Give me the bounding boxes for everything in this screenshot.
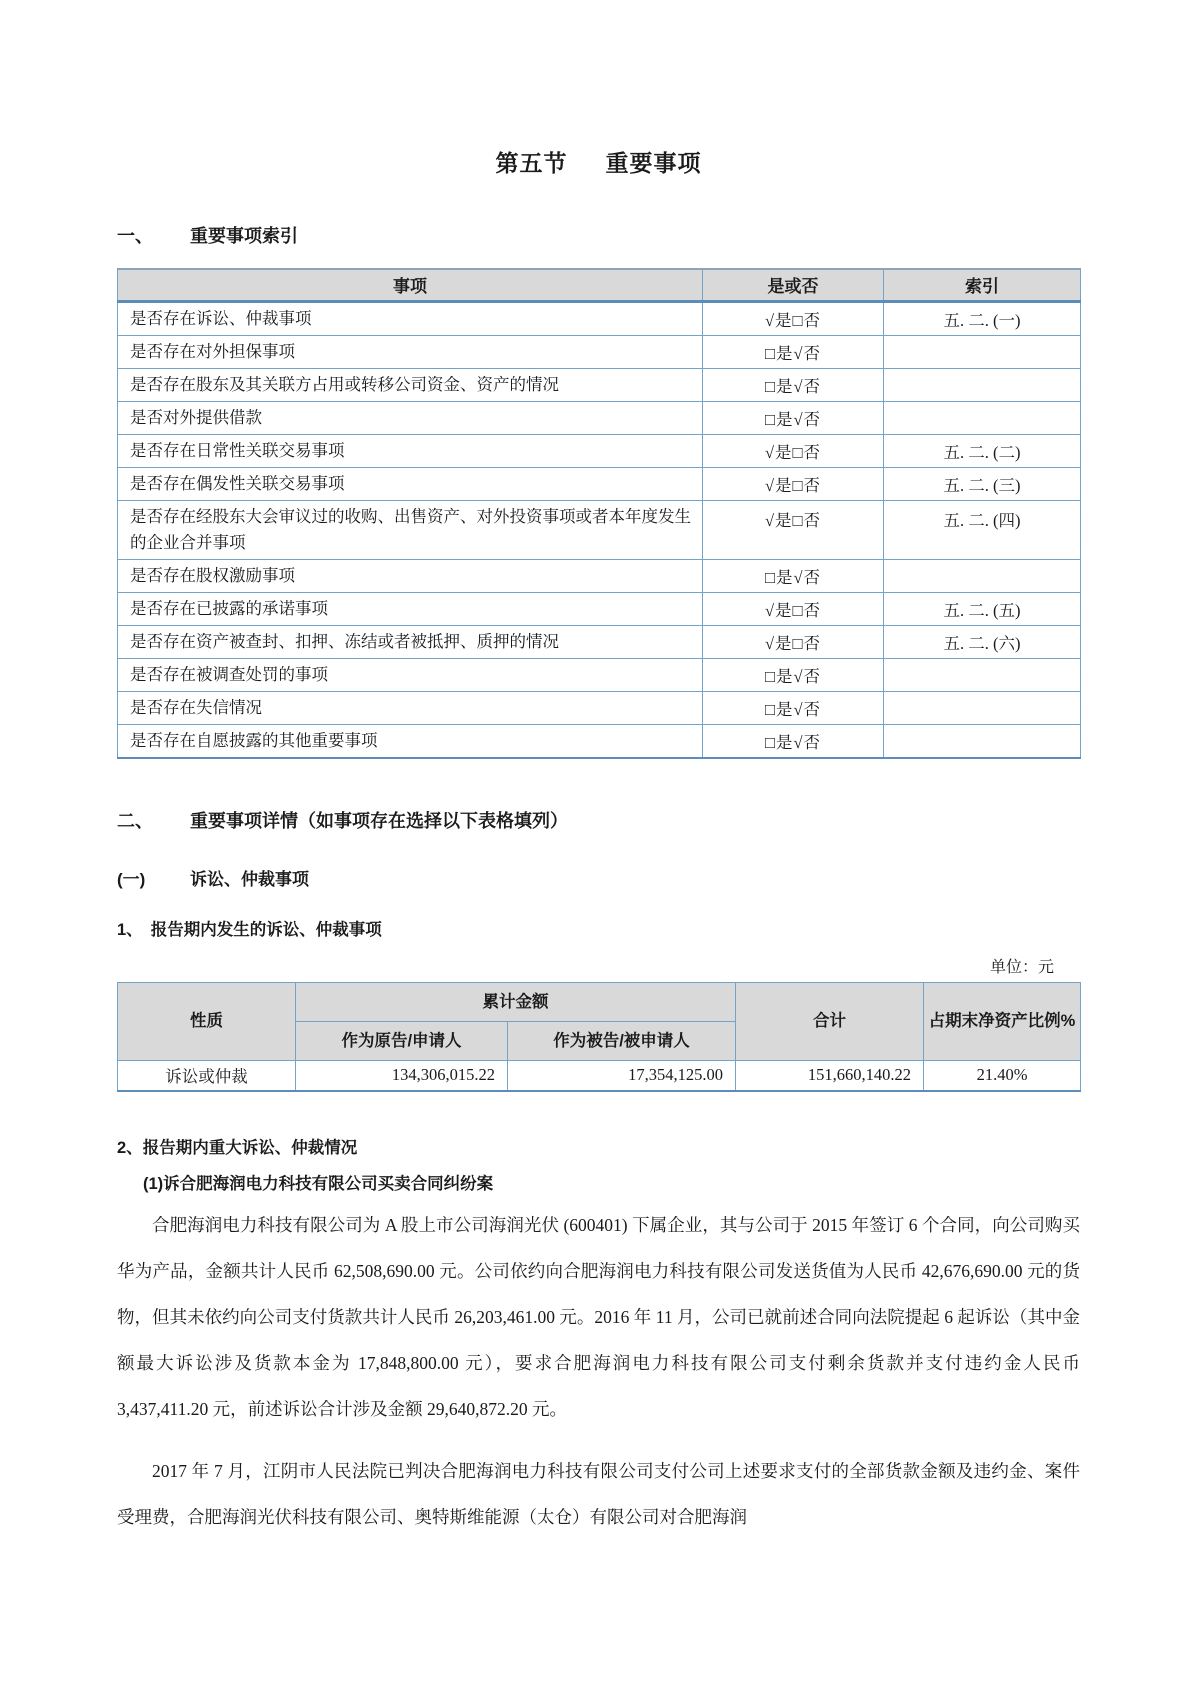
index-table-row xyxy=(118,335,1081,368)
section-1-number: 一、 xyxy=(117,226,153,246)
col-header-as-plaintiff: 作为原告/申请人 xyxy=(296,1021,508,1060)
index-cell: 五. 二. (四) xyxy=(884,500,1081,559)
index-table xyxy=(117,268,1081,759)
answer-cell: □是√否 xyxy=(703,559,884,592)
litigation-header-row-1 xyxy=(118,982,1081,1021)
index-table-row xyxy=(118,559,1081,592)
col-header-cumulative-amount: 累计金额 xyxy=(296,982,736,1021)
index-table-row xyxy=(118,724,1081,758)
col-header-net-asset-ratio: 占期末净资产比例% xyxy=(924,982,1081,1060)
matter-cell: 是否存在对外担保事项 xyxy=(118,335,703,368)
index-table-row xyxy=(118,625,1081,658)
case-1-number: (1) xyxy=(143,1175,164,1193)
subsection-1-label: 诉讼、仲裁事项 xyxy=(190,869,309,889)
index-cell xyxy=(884,691,1081,724)
answer-cell: □是√否 xyxy=(703,658,884,691)
index-cell xyxy=(884,559,1081,592)
section-2-number: 二、 xyxy=(117,810,153,831)
index-table-header-row xyxy=(118,269,1081,301)
defendant-amount-cell: 17,354,125.00 xyxy=(508,1060,736,1091)
answer-cell: √是□否 xyxy=(703,301,884,335)
matter-cell: 是否存在日常性关联交易事项 xyxy=(118,434,703,467)
matter-cell: 是否存在被调查处罚的事项 xyxy=(118,658,703,691)
subsection-1-heading xyxy=(117,865,1080,890)
title-section-number: 第五节 xyxy=(495,150,568,176)
index-table-row xyxy=(118,658,1081,691)
answer-cell: √是□否 xyxy=(703,625,884,658)
litigation-table xyxy=(117,982,1081,1093)
index-table-row xyxy=(118,401,1081,434)
index-table-row xyxy=(118,467,1081,500)
point-2-heading xyxy=(117,1134,1080,1158)
index-table-row xyxy=(118,434,1081,467)
subsection-1-number: (一) xyxy=(117,869,146,889)
col-header-as-defendant: 作为被告/被申请人 xyxy=(508,1021,736,1060)
index-table-row xyxy=(118,592,1081,625)
answer-cell: □是√否 xyxy=(703,691,884,724)
matter-cell: 是否对外提供借款 xyxy=(118,401,703,434)
matter-cell: 是否存在股东及其关联方占用或转移公司资金、资产的情况 xyxy=(118,368,703,401)
index-cell xyxy=(884,658,1081,691)
index-cell xyxy=(884,401,1081,434)
col-header-index: 索引 xyxy=(884,269,1081,301)
index-table-row xyxy=(118,368,1081,401)
matter-cell: 是否存在偶发性关联交易事项 xyxy=(118,467,703,500)
case-1-heading xyxy=(143,1170,1080,1194)
point-2-label: 报告期内重大诉讼、仲裁情况 xyxy=(142,1139,358,1157)
matter-cell: 是否存在失信情况 xyxy=(118,691,703,724)
section-1-heading xyxy=(117,222,1080,248)
index-cell xyxy=(884,368,1081,401)
index-table-row xyxy=(118,301,1081,335)
nature-cell: 诉讼或仲裁 xyxy=(118,1060,296,1091)
matter-cell: 是否存在经股东大会审议过的收购、出售资产、对外投资事项或者本年度发生的企业合并事项 xyxy=(118,500,703,559)
index-cell: 五. 二. (五) xyxy=(884,592,1081,625)
litigation-data-row xyxy=(118,1060,1081,1091)
answer-cell: □是√否 xyxy=(703,401,884,434)
ratio-cell: 21.40% xyxy=(924,1060,1081,1091)
index-table-row xyxy=(118,500,1081,559)
point-1-number: 1、 xyxy=(117,920,143,939)
col-header-nature: 性质 xyxy=(118,982,296,1060)
point-1-heading xyxy=(117,916,1080,940)
index-cell: 五. 二. (二) xyxy=(884,434,1081,467)
answer-cell: √是□否 xyxy=(703,434,884,467)
answer-cell: √是□否 xyxy=(703,500,884,559)
point-1-label: 报告期内发生的诉讼、仲裁事项 xyxy=(150,920,382,939)
judgment-paragraph: 2017 年 7 月，江阴市人民法院已判决合肥海润电力科技有限公司支付公司上述要求支付的全部货款金额及违约金、案件受理费，合肥海润光伏科技有限公司、奥特斯维能源（太仓）有限公司对合肥海润 xyxy=(117,1461,1080,1527)
section-2-label: 重要事项详情（如事项存在选择以下表格填列） xyxy=(190,810,568,831)
index-cell xyxy=(884,724,1081,758)
section-1-label: 重要事项索引 xyxy=(190,226,298,246)
unit-label: 单位：元 xyxy=(989,958,1054,976)
case-1-label: 诉合肥海润电力科技有限公司买卖合同纠纷案 xyxy=(163,1175,494,1193)
index-cell: 五. 二. (三) xyxy=(884,467,1081,500)
index-table-row xyxy=(118,691,1081,724)
title-text: 重要事项 xyxy=(605,150,702,176)
matter-cell: 是否存在自愿披露的其他重要事项 xyxy=(118,724,703,758)
matter-cell: 是否存在已披露的承诺事项 xyxy=(118,592,703,625)
plaintiff-amount-cell: 134,306,015.22 xyxy=(296,1060,508,1091)
answer-cell: √是□否 xyxy=(703,467,884,500)
col-header-yes-no: 是或否 xyxy=(703,269,884,301)
col-header-total: 合计 xyxy=(736,982,924,1060)
col-header-matter: 事项 xyxy=(118,269,703,301)
answer-cell: □是√否 xyxy=(703,368,884,401)
answer-cell: □是√否 xyxy=(703,724,884,758)
page-title xyxy=(117,145,1080,178)
index-cell: 五. 二. (一) xyxy=(884,301,1081,335)
index-cell xyxy=(884,335,1081,368)
point-2-number: 2、 xyxy=(117,1139,143,1157)
total-amount-cell: 151,660,140.22 xyxy=(736,1060,924,1091)
page-content xyxy=(117,0,1080,1540)
matter-cell: 是否存在股权激励事项 xyxy=(118,559,703,592)
answer-cell: √是□否 xyxy=(703,592,884,625)
case-description-paragraph: 合肥海润电力科技有限公司为 A 股上市公司海润光伏 (600401) 下属企业，其与公司于 2015 年签订 6 个合同，向公司购买华为产品，金额共计人民币 62,508,690.00 元。公司依约向合肥海润电力科技有限公司发送货值为人民币 42,676,690.00 元的货物，但其未依约向公司支付货款共计人民币 26,203,461.00 元。2016 年 11 月，公司已就前述合同向法院提起 6 起诉讼（其中金额最大诉讼涉及货款本金为 17,848,800.00 元），要求合肥海润电力科技有限公司支付剩余货款并支付违约金人民币 3,437,411.20 元，前述诉讼合计涉及金额 29,640,872.20 元。 xyxy=(117,1215,1080,1419)
matter-cell: 是否存在资产被查封、扣押、冻结或者被抵押、质押的情况 xyxy=(118,625,703,658)
index-cell: 五. 二. (六) xyxy=(884,625,1081,658)
section-2-heading xyxy=(117,807,1080,833)
matter-cell: 是否存在诉讼、仲裁事项 xyxy=(118,301,703,335)
answer-cell: □是√否 xyxy=(703,335,884,368)
